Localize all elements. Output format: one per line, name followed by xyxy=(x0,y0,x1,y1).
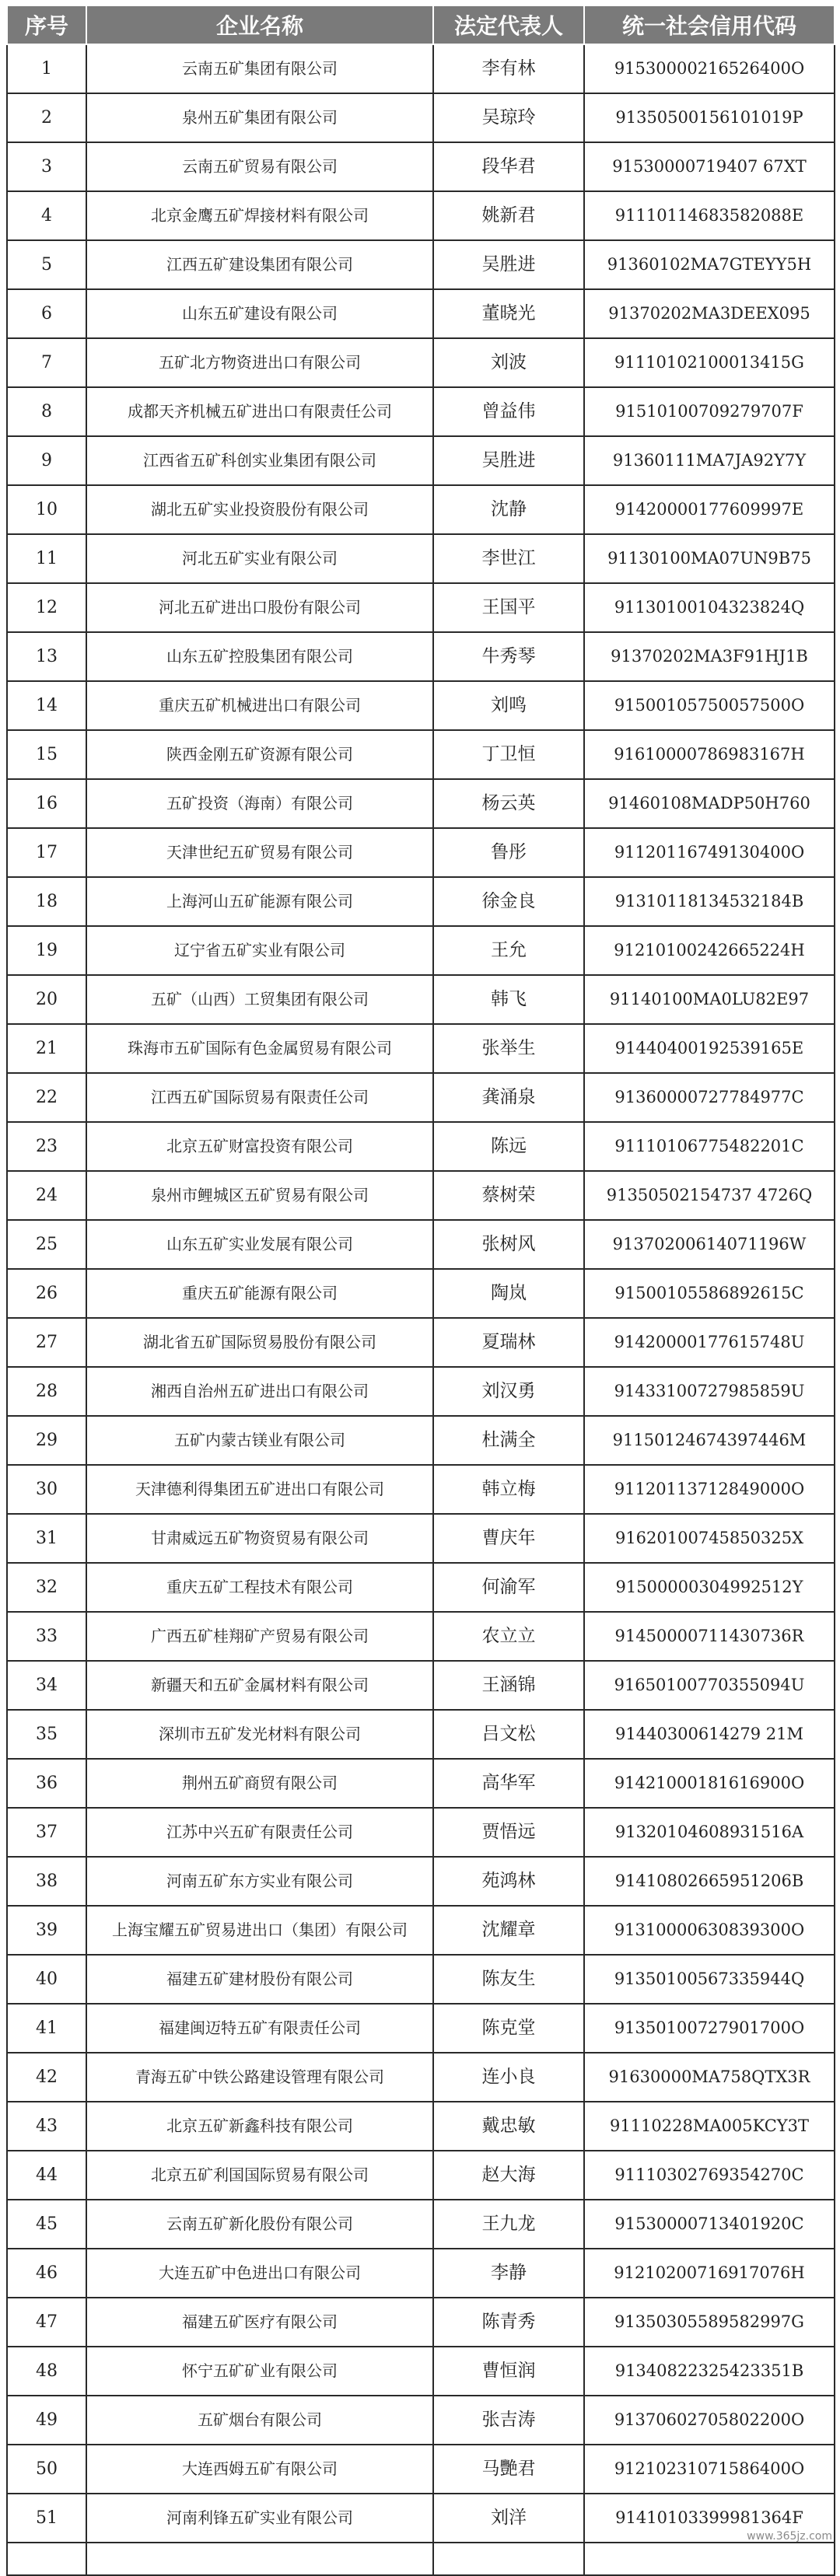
cell-code: 91130100104323824Q xyxy=(584,583,835,632)
cell-rep: 董晓光 xyxy=(433,289,584,338)
cell-code: 91350502154737 4726Q xyxy=(584,1171,835,1220)
table-row xyxy=(7,1171,835,1220)
cell-rep: 张举生 xyxy=(433,1024,584,1073)
header-rep: 法定代表人 xyxy=(433,5,584,44)
table-row xyxy=(7,2249,835,2298)
cell-num: 40 xyxy=(7,1955,86,2004)
cell-name: 陕西金刚五矿资源有限公司 xyxy=(86,730,433,779)
table-row xyxy=(7,1220,835,1269)
cell-num: 35 xyxy=(7,1710,86,1759)
cell-rep: 吴胜进 xyxy=(433,240,584,289)
cell-code: 91120116749130400O xyxy=(584,828,835,877)
cell-num: 16 xyxy=(7,779,86,828)
cell-rep: 段华君 xyxy=(433,142,584,191)
cell-code: 91460108MADP50H760 xyxy=(584,779,835,828)
cell-name: 江西省五矿科创实业集团有限公司 xyxy=(86,436,433,485)
cell-rep: 龚涌泉 xyxy=(433,1073,584,1122)
empty-cell xyxy=(433,2543,584,2575)
cell-num: 29 xyxy=(7,1416,86,1465)
cell-num: 24 xyxy=(7,1171,86,1220)
cell-code: 91120113712849000O xyxy=(584,1465,835,1514)
cell-num: 37 xyxy=(7,1808,86,1857)
cell-rep: 吴琼玲 xyxy=(433,93,584,142)
cell-name: 北京五矿新鑫科技有限公司 xyxy=(86,2102,433,2151)
table-row xyxy=(7,779,835,828)
table-row xyxy=(7,1122,835,1171)
cell-name: 山东五矿控股集团有限公司 xyxy=(86,632,433,681)
cell-code: 91350305589582997G xyxy=(584,2298,835,2347)
cell-num: 12 xyxy=(7,583,86,632)
cell-rep: 刘鸣 xyxy=(433,681,584,730)
cell-code: 91110302769354270C xyxy=(584,2151,835,2200)
cell-name: 重庆五矿工程技术有限公司 xyxy=(86,1563,433,1612)
table-row xyxy=(7,436,835,485)
cell-name: 北京五矿财富投资有限公司 xyxy=(86,1122,433,1171)
table-row xyxy=(7,2102,835,2151)
table-row xyxy=(7,681,835,730)
cell-rep: 徐金良 xyxy=(433,877,584,926)
cell-code: 91420000177609997E xyxy=(584,485,835,534)
cell-num: 39 xyxy=(7,1906,86,1955)
cell-rep: 杨云英 xyxy=(433,779,584,828)
cell-num: 48 xyxy=(7,2347,86,2396)
cell-rep: 苑鸿林 xyxy=(433,1857,584,1906)
cell-num: 13 xyxy=(7,632,86,681)
cell-code: 91340822325423351B xyxy=(584,2347,835,2396)
cell-rep: 刘洋 xyxy=(433,2494,584,2543)
cell-rep: 吴胜进 xyxy=(433,436,584,485)
cell-num: 26 xyxy=(7,1269,86,1318)
cell-rep: 戴忠敏 xyxy=(433,2102,584,2151)
table-row xyxy=(7,2151,835,2200)
table-body xyxy=(7,44,835,2575)
table-row xyxy=(7,93,835,142)
cell-num: 51 xyxy=(7,2494,86,2543)
cell-name: 河北五矿实业有限公司 xyxy=(86,534,433,583)
cell-num: 7 xyxy=(7,338,86,387)
cell-rep: 夏瑞林 xyxy=(433,1318,584,1367)
cell-rep: 王允 xyxy=(433,926,584,975)
table-row xyxy=(7,1269,835,1318)
table-row xyxy=(7,1514,835,1563)
cell-code: 91320104608931516A xyxy=(584,1808,835,1857)
cell-name: 河南利锋五矿实业有限公司 xyxy=(86,2494,433,2543)
cell-name: 上海河山五矿能源有限公司 xyxy=(86,877,433,926)
cell-num: 38 xyxy=(7,1857,86,1906)
cell-num: 8 xyxy=(7,387,86,436)
cell-code: 91630000MA758QTX3R xyxy=(584,2053,835,2102)
table-row xyxy=(7,2200,835,2249)
cell-num: 42 xyxy=(7,2053,86,2102)
cell-code: 91360111MA7JA92Y7Y xyxy=(584,436,835,485)
table-row xyxy=(7,2445,835,2494)
cell-code: 91370202MA3DEEX095 xyxy=(584,289,835,338)
table-row xyxy=(7,1073,835,1122)
cell-num: 32 xyxy=(7,1563,86,1612)
cell-code: 91370200614071196W xyxy=(584,1220,835,1269)
cell-code: 91350100727901700O xyxy=(584,2004,835,2053)
cell-name: 成都天齐机械五矿进出口有限责任公司 xyxy=(86,387,433,436)
table-row-partial xyxy=(7,2543,835,2575)
cell-code: 91530000713401920C xyxy=(584,2200,835,2249)
cell-num: 25 xyxy=(7,1220,86,1269)
cell-name: 山东五矿建设有限公司 xyxy=(86,289,433,338)
cell-code: 91210231071586400O xyxy=(584,2445,835,2494)
table-row xyxy=(7,1906,835,1955)
cell-name: 荆州五矿商贸有限公司 xyxy=(86,1759,433,1808)
cell-code: 91110102100013415G xyxy=(584,338,835,387)
cell-num: 15 xyxy=(7,730,86,779)
cell-rep: 陈友生 xyxy=(433,1955,584,2004)
table-row xyxy=(7,142,835,191)
cell-name: 重庆五矿机械进出口有限公司 xyxy=(86,681,433,730)
cell-name: 新疆天和五矿金属材料有限公司 xyxy=(86,1661,433,1710)
cell-rep: 王国平 xyxy=(433,583,584,632)
cell-code: 91421000181616900O xyxy=(584,1759,835,1808)
empty-cell xyxy=(584,2543,835,2575)
cell-name: 天津德利得集团五矿进出口有限公司 xyxy=(86,1465,433,1514)
enterprise-table xyxy=(6,5,835,2576)
cell-code: 91500105586892615C xyxy=(584,1269,835,1318)
cell-name: 云南五矿新化股份有限公司 xyxy=(86,2200,433,2249)
cell-name: 五矿内蒙古镁业有限公司 xyxy=(86,1416,433,1465)
cell-rep: 何渝军 xyxy=(433,1563,584,1612)
cell-rep: 韩立梅 xyxy=(433,1465,584,1514)
cell-num: 43 xyxy=(7,2102,86,2151)
cell-name: 福建五矿医疗有限公司 xyxy=(86,2298,433,2347)
header-num: 序号 xyxy=(7,5,86,44)
cell-name: 怀宁五矿矿业有限公司 xyxy=(86,2347,433,2396)
cell-num: 44 xyxy=(7,2151,86,2200)
table-row xyxy=(7,828,835,877)
cell-name: 江西五矿国际贸易有限责任公司 xyxy=(86,1073,433,1122)
cell-num: 34 xyxy=(7,1661,86,1710)
cell-code: 91410103399981364F xyxy=(584,2494,835,2543)
cell-code: 91350100567335944Q xyxy=(584,1955,835,2004)
cell-num: 11 xyxy=(7,534,86,583)
cell-name: 五矿北方物资进出口有限公司 xyxy=(86,338,433,387)
cell-rep: 陈克堂 xyxy=(433,2004,584,2053)
cell-name: 河南五矿东方实业有限公司 xyxy=(86,1857,433,1906)
cell-name: 重庆五矿能源有限公司 xyxy=(86,1269,433,1318)
table-row xyxy=(7,1024,835,1073)
cell-rep: 刘汉勇 xyxy=(433,1367,584,1416)
cell-num: 14 xyxy=(7,681,86,730)
cell-code: 91370602705802200O xyxy=(584,2396,835,2445)
table-row xyxy=(7,730,835,779)
cell-num: 30 xyxy=(7,1465,86,1514)
table-row xyxy=(7,1661,835,1710)
cell-rep: 马艷君 xyxy=(433,2445,584,2494)
cell-name: 上海宝耀五矿贸易进出口（集团）有限公司 xyxy=(86,1906,433,1955)
cell-code: 91440400192539165E xyxy=(584,1024,835,1073)
cell-rep: 姚新君 xyxy=(433,191,584,240)
cell-name: 湖北五矿实业投资股份有限公司 xyxy=(86,485,433,534)
header-code: 统一社会信用代码 xyxy=(584,5,835,44)
cell-code: 91310118134532184B xyxy=(584,877,835,926)
header-row xyxy=(7,5,835,44)
table-row xyxy=(7,2298,835,2347)
cell-rep: 李有林 xyxy=(433,44,584,93)
cell-rep: 王涵锦 xyxy=(433,1661,584,1710)
cell-code: 91500105750057500O xyxy=(584,681,835,730)
empty-cell xyxy=(86,2543,433,2575)
cell-code: 91110228MA005KCY3T xyxy=(584,2102,835,2151)
cell-rep: 李静 xyxy=(433,2249,584,2298)
cell-code: 91110114683582088E xyxy=(584,191,835,240)
cell-name: 天津世纪五矿贸易有限公司 xyxy=(86,828,433,877)
table-row xyxy=(7,338,835,387)
cell-rep: 鲁彤 xyxy=(433,828,584,877)
cell-name: 山东五矿实业发展有限公司 xyxy=(86,1220,433,1269)
cell-num: 49 xyxy=(7,2396,86,2445)
cell-name: 北京五矿利国国际贸易有限公司 xyxy=(86,2151,433,2200)
table-row xyxy=(7,1759,835,1808)
cell-num: 19 xyxy=(7,926,86,975)
table-row xyxy=(7,1955,835,2004)
cell-code: 91500000304992512Y xyxy=(584,1563,835,1612)
cell-num: 4 xyxy=(7,191,86,240)
cell-rep: 高华军 xyxy=(433,1759,584,1808)
cell-rep: 沈耀章 xyxy=(433,1906,584,1955)
cell-num: 18 xyxy=(7,877,86,926)
cell-name: 云南五矿集团有限公司 xyxy=(86,44,433,93)
table-row xyxy=(7,44,835,93)
cell-name: 甘肃威远五矿物资贸易有限公司 xyxy=(86,1514,433,1563)
header-name: 企业名称 xyxy=(86,5,433,44)
cell-rep: 贾悟远 xyxy=(433,1808,584,1857)
cell-num: 20 xyxy=(7,975,86,1024)
cell-num: 10 xyxy=(7,485,86,534)
cell-code: 91370202MA3F91HJ1B xyxy=(584,632,835,681)
table-row xyxy=(7,1857,835,1906)
cell-rep: 牛秀琴 xyxy=(433,632,584,681)
cell-code: 91420000177615748U xyxy=(584,1318,835,1367)
empty-cell xyxy=(7,2543,86,2575)
cell-num: 36 xyxy=(7,1759,86,1808)
cell-rep: 曹恒润 xyxy=(433,2347,584,2396)
cell-num: 5 xyxy=(7,240,86,289)
table-row xyxy=(7,975,835,1024)
cell-name: 福建五矿建材股份有限公司 xyxy=(86,1955,433,2004)
table-row xyxy=(7,1318,835,1367)
cell-name: 深圳市五矿发光材料有限公司 xyxy=(86,1710,433,1759)
cell-name: 大连西姆五矿有限公司 xyxy=(86,2445,433,2494)
cell-rep: 韩飞 xyxy=(433,975,584,1024)
table-row xyxy=(7,1367,835,1416)
watermark: www.365jz.com xyxy=(747,2530,832,2543)
table-row xyxy=(7,2004,835,2053)
table-row xyxy=(7,877,835,926)
table-row xyxy=(7,632,835,681)
cell-code: 91140100MA0LU82E97 xyxy=(584,975,835,1024)
cell-num: 31 xyxy=(7,1514,86,1563)
cell-rep: 丁卫恒 xyxy=(433,730,584,779)
cell-num: 27 xyxy=(7,1318,86,1367)
table-row xyxy=(7,191,835,240)
cell-code: 91450000711430736R xyxy=(584,1612,835,1661)
cell-num: 17 xyxy=(7,828,86,877)
table-row xyxy=(7,2494,835,2543)
cell-rep: 连小良 xyxy=(433,2053,584,2102)
cell-num: 28 xyxy=(7,1367,86,1416)
cell-rep: 曹庆年 xyxy=(433,1514,584,1563)
cell-name: 北京金鹰五矿焊接材料有限公司 xyxy=(86,191,433,240)
cell-name: 云南五矿贸易有限公司 xyxy=(86,142,433,191)
cell-code: 91210100242665224H xyxy=(584,926,835,975)
cell-rep: 曾益伟 xyxy=(433,387,584,436)
cell-rep: 吕文松 xyxy=(433,1710,584,1759)
cell-code: 91530000216526400O xyxy=(584,44,835,93)
table-row xyxy=(7,240,835,289)
cell-name: 江苏中兴五矿有限责任公司 xyxy=(86,1808,433,1857)
cell-rep: 农立立 xyxy=(433,1612,584,1661)
cell-code: 91530000719407 67XT xyxy=(584,142,835,191)
cell-code: 91150124674397446M xyxy=(584,1416,835,1465)
table-row xyxy=(7,1563,835,1612)
table-row xyxy=(7,1710,835,1759)
table-row xyxy=(7,1465,835,1514)
cell-code: 91610000786983167H xyxy=(584,730,835,779)
table-row xyxy=(7,583,835,632)
cell-rep: 陶岚 xyxy=(433,1269,584,1318)
table-row xyxy=(7,1808,835,1857)
table-row xyxy=(7,2396,835,2445)
cell-name: 五矿投资（海南）有限公司 xyxy=(86,779,433,828)
cell-code: 91440300614279 21M xyxy=(584,1710,835,1759)
cell-name: 五矿烟台有限公司 xyxy=(86,2396,433,2445)
cell-rep: 张树风 xyxy=(433,1220,584,1269)
cell-code: 91360102MA7GTEYY5H xyxy=(584,240,835,289)
cell-rep: 沈静 xyxy=(433,485,584,534)
cell-rep: 陈远 xyxy=(433,1122,584,1171)
table-row xyxy=(7,2347,835,2396)
cell-rep: 刘波 xyxy=(433,338,584,387)
cell-rep: 蔡树荣 xyxy=(433,1171,584,1220)
cell-num: 22 xyxy=(7,1073,86,1122)
cell-code: 91310000630839300O xyxy=(584,1906,835,1955)
cell-name: 福建闽迈特五矿有限责任公司 xyxy=(86,2004,433,2053)
cell-num: 47 xyxy=(7,2298,86,2347)
table-row xyxy=(7,1612,835,1661)
cell-rep: 李世江 xyxy=(433,534,584,583)
cell-name: 广西五矿桂翔矿产贸易有限公司 xyxy=(86,1612,433,1661)
table-row xyxy=(7,926,835,975)
cell-num: 3 xyxy=(7,142,86,191)
cell-num: 6 xyxy=(7,289,86,338)
table-row xyxy=(7,485,835,534)
cell-num: 1 xyxy=(7,44,86,93)
cell-num: 33 xyxy=(7,1612,86,1661)
cell-code: 91510100709279707F xyxy=(584,387,835,436)
cell-name: 珠海市五矿国际有色金属贸易有限公司 xyxy=(86,1024,433,1073)
cell-name: 大连五矿中色进出口有限公司 xyxy=(86,2249,433,2298)
cell-rep: 赵大海 xyxy=(433,2151,584,2200)
cell-name: 辽宁省五矿实业有限公司 xyxy=(86,926,433,975)
cell-name: 五矿（山西）工贸集团有限公司 xyxy=(86,975,433,1024)
table-row xyxy=(7,1416,835,1465)
cell-num: 2 xyxy=(7,93,86,142)
cell-code: 91650100770355094U xyxy=(584,1661,835,1710)
cell-name: 河北五矿进出口股份有限公司 xyxy=(86,583,433,632)
cell-num: 45 xyxy=(7,2200,86,2249)
cell-name: 泉州市鲤城区五矿贸易有限公司 xyxy=(86,1171,433,1220)
cell-rep: 陈青秀 xyxy=(433,2298,584,2347)
cell-name: 江西五矿建设集团有限公司 xyxy=(86,240,433,289)
cell-code: 91110106775482201C xyxy=(584,1122,835,1171)
cell-num: 41 xyxy=(7,2004,86,2053)
cell-num: 21 xyxy=(7,1024,86,1073)
cell-code: 91410802665951206B xyxy=(584,1857,835,1906)
cell-name: 湘西自治州五矿进出口有限公司 xyxy=(86,1367,433,1416)
cell-name: 湖北省五矿国际贸易股份有限公司 xyxy=(86,1318,433,1367)
cell-rep: 张吉涛 xyxy=(433,2396,584,2445)
cell-code: 91350500156101019P xyxy=(584,93,835,142)
cell-code: 91210200716917076H xyxy=(584,2249,835,2298)
cell-code: 91433100727985859U xyxy=(584,1367,835,1416)
table-row xyxy=(7,534,835,583)
cell-num: 46 xyxy=(7,2249,86,2298)
table-row xyxy=(7,289,835,338)
cell-code: 91360000727784977C xyxy=(584,1073,835,1122)
cell-num: 9 xyxy=(7,436,86,485)
cell-num: 23 xyxy=(7,1122,86,1171)
table-row xyxy=(7,387,835,436)
cell-num: 50 xyxy=(7,2445,86,2494)
cell-rep: 杜满全 xyxy=(433,1416,584,1465)
cell-rep: 王九龙 xyxy=(433,2200,584,2249)
table-row xyxy=(7,2053,835,2102)
cell-code: 91130100MA07UN9B75 xyxy=(584,534,835,583)
cell-code: 91620100745850325X xyxy=(584,1514,835,1563)
cell-name: 青海五矿中铁公路建设管理有限公司 xyxy=(86,2053,433,2102)
cell-name: 泉州五矿集团有限公司 xyxy=(86,93,433,142)
